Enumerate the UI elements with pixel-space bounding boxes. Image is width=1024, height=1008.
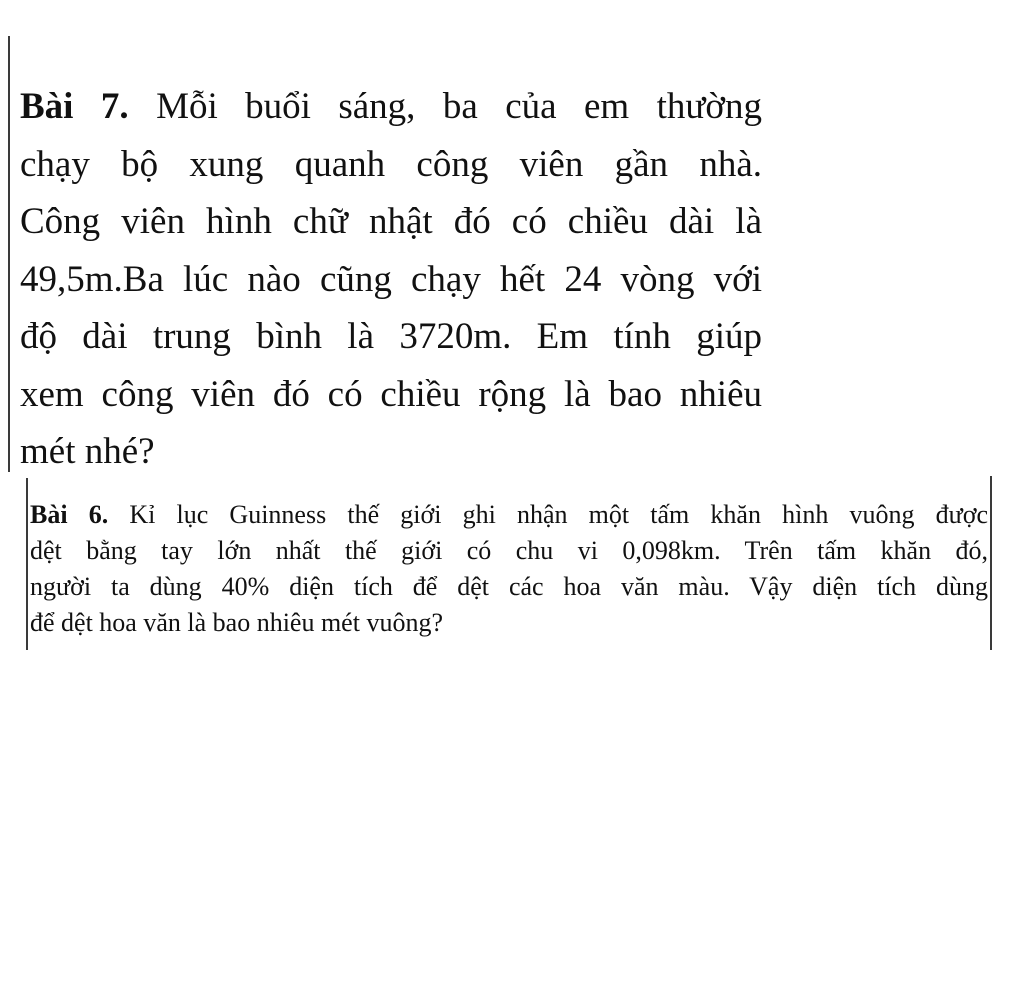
- problem-7-label: Bài 7.: [20, 86, 129, 127]
- problem-7-line: xem công viên đó có chiều rộng là bao nhiêu: [20, 373, 762, 415]
- problem-6-line: dệt bằng tay lớn nhất thế giới có chu vi 0,098km. Trên tấm khăn đó,: [30, 536, 988, 565]
- problem-6-label: Bài 6.: [30, 500, 109, 529]
- problem-6-text: [30, 497, 988, 641]
- problem-7-line: mét nhé?: [20, 431, 155, 472]
- problem-7-line: độ dài trung bình là 3720m. Em tính giúp: [20, 316, 762, 357]
- left-margin-line-top: [8, 36, 10, 472]
- problem-6-line: người ta dùng 40% diện tích để dệt các hoa văn màu. Vậy diện tích dùng: [30, 572, 988, 601]
- problem-7-line: 49,5m.Ba lúc nào cũng chạy hết 24 vòng với: [20, 258, 762, 300]
- problem-6-line: để dệt hoa văn là bao nhiêu mét vuông?: [30, 608, 443, 637]
- right-margin-line-bottom: [990, 476, 992, 650]
- problem-7-text: [20, 78, 762, 481]
- problem-7-line: Công viên hình chữ nhật đó có chiều dài là: [20, 201, 762, 242]
- left-margin-line-bottom: [26, 478, 28, 650]
- problem-6-line: Bài 6. Kỉ lục Guinness thế giới ghi nhận một tấm khăn hình vuông được: [30, 500, 988, 529]
- problem-7-line: Bài 7. Mỗi buổi sáng, ba của em thường: [20, 86, 762, 127]
- problem-7-line: chạy bộ xung quanh công viên gần nhà.: [20, 143, 762, 185]
